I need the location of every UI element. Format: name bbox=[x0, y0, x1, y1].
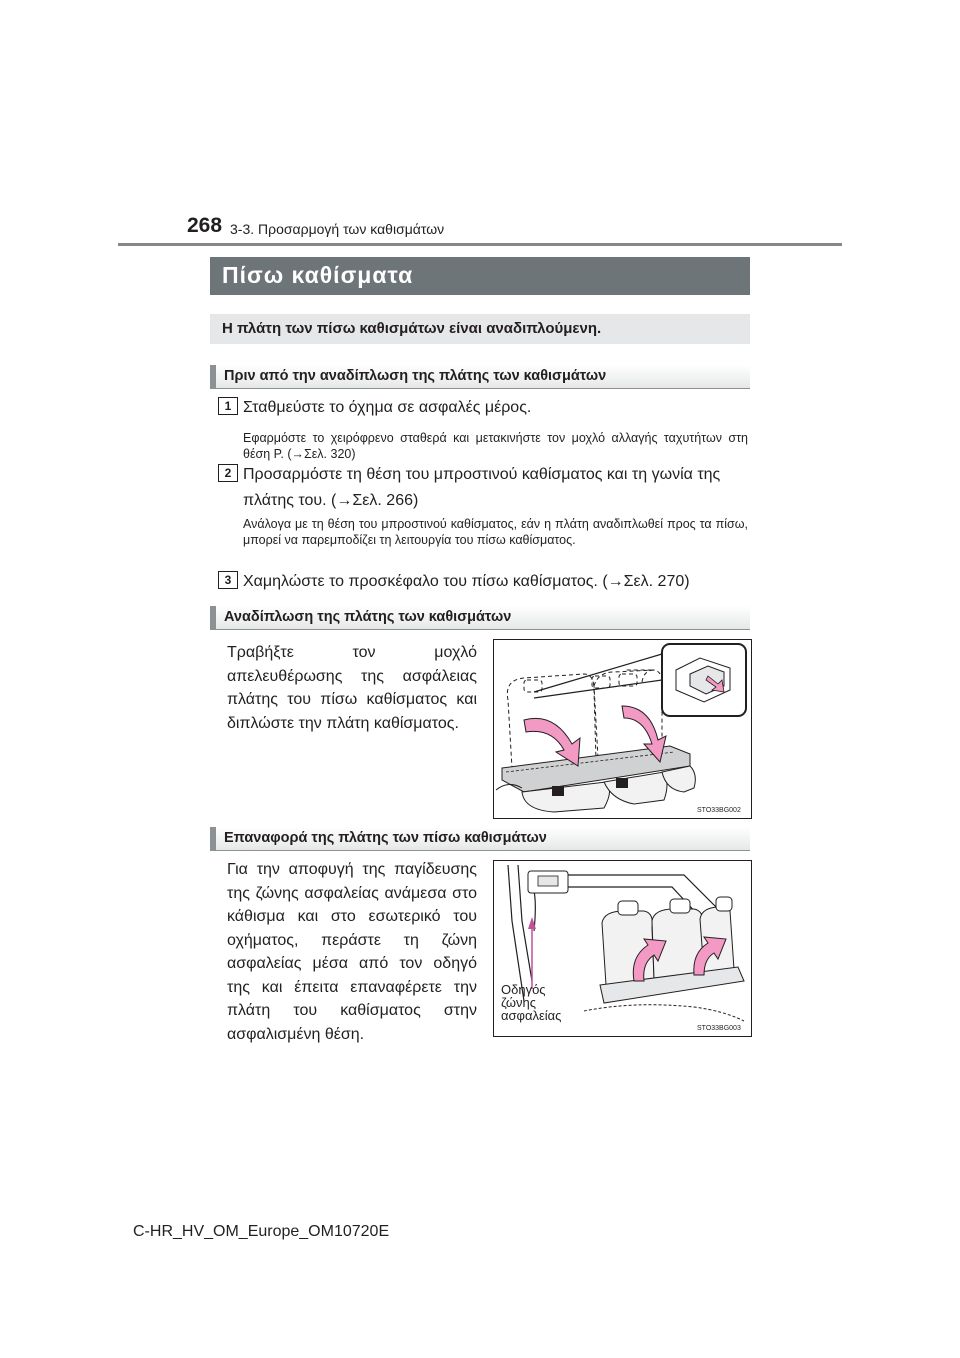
returning-instructions: Για την αποφυγή της παγίδευσης της ζώνης ασφαλείας ανάμεσα στο κάθισμα και στο εσωτερικό του οχήματος, περάστε τη ζώνη ασφαλείας μέσα από τον οδηγό της και έπειτα επαναφέρετε την πλάτη του καθίσματος στην ασφαλισμένη θέση. bbox=[227, 861, 477, 1043]
step-note-1: Εφαρμόστε το χειρόφρενο σταθερά και μετακινήστε τον μοχλό αλλαγής ταχυτήτων στη θέση P. (→Σελ. 320) bbox=[243, 431, 748, 461]
step-number-2: 2 bbox=[218, 464, 238, 482]
belt-guide-label-line: ζώνης bbox=[501, 995, 537, 1010]
step-number-3: 3 bbox=[218, 571, 238, 589]
figure-code: STO33BG002 bbox=[697, 807, 741, 814]
step-text-1: Σταθμεύστε το όχημα σε ασφαλές μέρος. bbox=[243, 399, 532, 416]
folding-instructions: Τραβήξτε τον μοχλό απελευθέρωσης της ασφάλειας πλάτης του πίσω καθίσματος και διπλώστε την πλάτη καθίσματος. bbox=[227, 644, 477, 732]
page-number: 268 bbox=[187, 214, 223, 237]
section-title: Πίσω καθίσματα bbox=[222, 262, 414, 288]
step-note-2: Ανάλογα με τη θέση του μπροστινού καθίσματος, εάν η πλάτη αναδιπλωθεί προς τα πίσω, μπορεί να παρεμποδίζει τη λειτουργία του πίσω καθίσματος. bbox=[243, 517, 748, 547]
subheading-text: Επαναφορά της πλάτης των πίσω καθισμάτων bbox=[224, 830, 547, 846]
document-id: C-HR_HV_OM_Europe_OM10720E bbox=[133, 1223, 390, 1240]
figure-code: STO33BG003 bbox=[697, 1025, 741, 1032]
fold-seatback-illustration bbox=[494, 640, 751, 818]
figure-fold-seatback bbox=[493, 639, 752, 819]
chapter-title: 3-3. Προσαρμογή των καθισμάτων bbox=[230, 221, 445, 237]
belt-guide-label-line: Οδηγός bbox=[501, 982, 546, 997]
subheading-folding bbox=[210, 606, 750, 630]
belt-guide-label bbox=[501, 983, 561, 1022]
subheading-text: Πριν από την αναδίπλωση της πλάτης των καθισμάτων bbox=[224, 368, 607, 384]
header-rule bbox=[118, 243, 842, 246]
subheading-before-folding bbox=[210, 365, 750, 389]
step-text-3: Χαμηλώστε το προσκέφαλο του πίσω καθίσματος. (→Σελ. 270) bbox=[243, 573, 690, 590]
subheading-text: Αναδίπλωση της πλάτης των καθισμάτων bbox=[224, 609, 512, 625]
step-number-1: 1 bbox=[218, 397, 238, 415]
step-text-2: Προσαρμόστε τη θέση του μπροστινού καθίσματος και τη γωνία της πλάτης του. (→Σελ. 266) bbox=[243, 466, 721, 509]
intro-text: Η πλάτη των πίσω καθισμάτων είναι αναδιπλούμενη. bbox=[222, 320, 602, 337]
belt-guide-label-line: ασφαλείας bbox=[501, 1008, 562, 1023]
subheading-returning bbox=[210, 827, 750, 851]
figure-return-seatback bbox=[493, 860, 752, 1037]
